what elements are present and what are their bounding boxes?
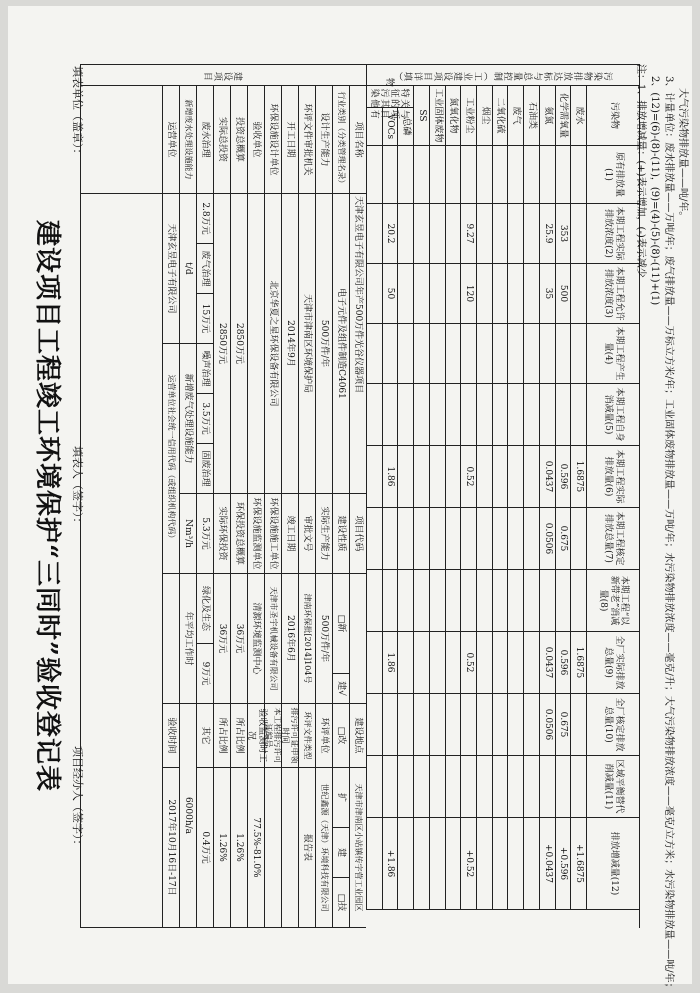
label-budget: 投资总概算 xyxy=(230,86,247,194)
value-accept-unit xyxy=(247,194,264,494)
pollutant-row-9-col-3 xyxy=(429,264,445,324)
pollutant-row-9-col-7 xyxy=(429,508,445,570)
value-hours: 6000h/a xyxy=(179,704,196,928)
pollutant-row-12-col-2: 20.2 xyxy=(382,204,398,264)
label-actual-invest: 实际总投资 xyxy=(213,86,230,194)
pollutant-row-8-col-5 xyxy=(445,384,461,446)
pollutant-row-4-col-12 xyxy=(507,818,523,910)
pollutant-row-12-col-9: 1.86 xyxy=(382,632,398,694)
pollutant-row-4-col-4 xyxy=(507,324,523,384)
pollutant-row-12-col-8 xyxy=(382,570,398,632)
pollutant-header-1: 原有排放量(1) xyxy=(586,146,640,204)
value-gas: 15万元 xyxy=(196,294,213,344)
pollutant-row-3-col-5 xyxy=(523,384,539,446)
label-ww: 废水治理 xyxy=(196,86,213,194)
pollutant-row-9-col-11 xyxy=(429,756,445,818)
pollutant-row-5-col-6 xyxy=(492,446,508,508)
pollutant-row-2-col-1 xyxy=(539,146,555,204)
scanned-page xyxy=(8,6,692,993)
pollutant-header-7: 本期工程核定排放总量(7) xyxy=(586,508,640,570)
pollutant-row-2-col-5 xyxy=(539,384,555,446)
pollutant-row-7-col-11 xyxy=(460,756,476,818)
pollutant-header-3: 本期工程允许排放浓度(3) xyxy=(586,264,640,324)
pollutant-row-5-col-1 xyxy=(492,146,508,204)
label-nature: 建设性质 xyxy=(332,494,349,574)
label-approval-no: 审批文号 xyxy=(298,494,315,574)
pollutant-row-4-col-3 xyxy=(507,264,523,324)
value-nature-change: □改 xyxy=(332,704,349,768)
pollutant-row-3-col-1 xyxy=(523,146,539,204)
pollutant-row-4-col-2 xyxy=(507,204,523,264)
pollutant-row-2-col-12: +0.0437 xyxy=(539,818,555,910)
note-3: 3、计量单位：废水排放量——万吨/年；废气排放量——万标立方米/年；工业固体废物排放量——万吨/年；水污染物排放浓度——毫克/升；大气污染物排放浓度——毫克/立方米；水污染物排放量——吨/年； xyxy=(663,76,674,993)
pollutant-row-4-col-11 xyxy=(507,756,523,818)
pollutant-row-12-name: VOCs xyxy=(382,108,398,146)
pollutant-row-13-col-11 xyxy=(366,756,382,818)
label-eco: 绿化及生态 xyxy=(196,574,213,644)
pollutant-row-5-col-10 xyxy=(492,694,508,756)
value-budget: 2850万元 xyxy=(230,194,247,494)
pollutant-row-6-col-10 xyxy=(476,694,492,756)
pollutant-row-4-col-1 xyxy=(507,146,523,204)
label-actual-env-invest: 实际环保投资 xyxy=(213,494,230,574)
value-other: 0.4万元 xyxy=(196,768,213,928)
label-complete: 竣工日期 xyxy=(281,494,298,574)
pollutant-row-12-col-11 xyxy=(382,756,398,818)
pollutant-row-2-col-7: 0.0506 xyxy=(539,508,555,570)
pollutant-row-11-col-3 xyxy=(397,264,413,324)
label-other-characteristic: 与项目有关的其他特征污染物 xyxy=(366,86,413,108)
pollutant-row-5-col-8 xyxy=(492,570,508,632)
label-location: 建设地点 xyxy=(349,704,366,768)
value-credit-code xyxy=(162,574,179,704)
pollutant-row-12-col-12: +1.86 xyxy=(382,818,398,910)
pollutant-row-9-col-1 xyxy=(429,146,445,204)
pollutant-row-3-col-8 xyxy=(523,570,539,632)
pollutant-row-0-col-7 xyxy=(570,508,586,570)
pollutant-row-1-col-12: +0.596 xyxy=(555,818,571,910)
pollutant-row-11-col-4 xyxy=(397,324,413,384)
pollutant-row-1-col-3: 500 xyxy=(555,264,571,324)
pollutant-row-1-col-7: 0.675 xyxy=(555,508,571,570)
rotated-form xyxy=(8,6,692,993)
pollutant-row-0-col-6: 1.6875 xyxy=(570,446,586,508)
pollutant-row-2-col-4 xyxy=(539,324,555,384)
pollutant-row-6-col-1 xyxy=(476,146,492,204)
form-table xyxy=(80,64,640,928)
pollutant-row-7-col-2: 9.27 xyxy=(460,204,476,264)
label-hours: 年平均工作时 xyxy=(179,574,196,704)
pollutant-row-7-col-8 xyxy=(460,570,476,632)
pollutant-row-4-name: 废气 xyxy=(507,86,523,146)
pollutant-row-13-col-3 xyxy=(366,264,382,324)
pollutant-row-6-col-4 xyxy=(476,324,492,384)
pollutant-row-9-col-2 xyxy=(429,204,445,264)
pollutant-row-0-col-9: 1.6875 xyxy=(570,632,586,694)
pollutant-row-8-col-11 xyxy=(445,756,461,818)
value-noise: 3.5万元 xyxy=(196,394,213,444)
pollutant-row-6-col-3 xyxy=(476,264,492,324)
value-approval-no: 津南环保批[2014]104号 xyxy=(298,574,315,704)
pollutant-header-4: 本期工程产生量(4) xyxy=(586,324,640,384)
pollutant-row-3-col-12 xyxy=(523,818,539,910)
pollutant-row-13-col-8 xyxy=(366,570,382,632)
pollutant-row-0-col-5 xyxy=(570,384,586,446)
pollutant-header-5: 本期工程自身消减量(5) xyxy=(586,384,640,446)
pollutant-row-13-col-7 xyxy=(366,508,382,570)
value-project-code xyxy=(349,574,366,704)
pollutant-row-13-col-9 xyxy=(366,632,382,694)
pollutant-row-0-col-1 xyxy=(570,146,586,204)
spacer-project-a xyxy=(80,86,162,194)
pollutant-row-11-name: 总磷 xyxy=(397,108,413,146)
pollutant-row-8-col-2 xyxy=(445,204,461,264)
label-construct-unit: 环保设施施工单位 xyxy=(264,494,281,574)
pollutant-row-0-col-12: +1.6875 xyxy=(570,818,586,910)
pollutant-row-12-col-10 xyxy=(382,694,398,756)
pollutant-row-8-col-7 xyxy=(445,508,461,570)
pollutant-row-11-col-7 xyxy=(397,508,413,570)
pollutant-row-8-col-8 xyxy=(445,570,461,632)
pollutant-row-11-col-8 xyxy=(397,570,413,632)
pollutant-row-4-col-7 xyxy=(507,508,523,570)
pollutant-row-7-col-3: 120 xyxy=(460,264,476,324)
pollutant-row-2-col-9: 0.0437 xyxy=(539,632,555,694)
section-label-project: 建设项目 xyxy=(80,64,366,86)
pollutant-row-8-name: 氮氧化物 xyxy=(445,86,461,146)
pollutant-row-9-col-12 xyxy=(429,818,445,910)
pollutant-header-12: 排放增减量(12) xyxy=(586,818,640,910)
value-ww-cap: t/d xyxy=(179,194,196,344)
pollutant-row-10-col-1 xyxy=(413,146,429,204)
pollutant-row-3-col-4 xyxy=(523,324,539,384)
pollutant-header-2: 本期工程实际排放浓度(2) xyxy=(586,204,640,264)
value-nature-new2: 建√ xyxy=(332,674,349,704)
value-ratio-2: 1.26% xyxy=(213,768,230,928)
value-nature-tech2: □技 xyxy=(332,878,349,928)
pollutant-row-1-col-5 xyxy=(555,384,571,446)
label-approval-org: 环评文件审批机关 xyxy=(298,86,315,194)
pollutant-row-11-col-12 xyxy=(397,818,413,910)
pollutant-row-7-col-1 xyxy=(460,146,476,204)
pollutant-header-8: 本期工程“以新带老”消减量(8) xyxy=(586,570,640,632)
label-ratio-1: 所占比例 xyxy=(230,704,247,768)
pollutant-row-9-col-10 xyxy=(429,694,445,756)
pollutant-row-3-col-3 xyxy=(523,264,539,324)
pollutant-row-7-col-6: 0.52 xyxy=(460,446,476,508)
pollutant-row-13-col-2 xyxy=(366,204,382,264)
pollutant-row-2-col-8 xyxy=(539,570,555,632)
pollutant-row-13-name xyxy=(366,108,382,146)
pollutant-row-12-col-1 xyxy=(382,146,398,204)
pollutant-row-3-col-10 xyxy=(523,694,539,756)
pollutant-row-13-col-5 xyxy=(366,384,382,446)
pollutant-row-4-col-6 xyxy=(507,446,523,508)
pollutant-row-3-col-11 xyxy=(523,756,539,818)
pollutant-row-13-col-12 xyxy=(366,818,382,910)
label-gas: 废气治理 xyxy=(196,244,213,294)
pollutant-header-10: 全厂核定排放总量(10) xyxy=(586,694,640,756)
pollutant-row-7-col-7 xyxy=(460,508,476,570)
form-title: 建设项目工程竣工环境保护“三同时”验收登记表 xyxy=(32,220,62,792)
pollutant-row-10-col-7 xyxy=(413,508,429,570)
label-env-unit: 环评单位 xyxy=(315,704,332,768)
value-nature-new: □新 xyxy=(332,574,349,674)
spacer-project-b xyxy=(80,194,162,928)
pollutant-row-5-col-3 xyxy=(492,264,508,324)
pollutant-row-4-col-10 xyxy=(507,694,523,756)
label-noise: 噪声治理 xyxy=(196,344,213,394)
pollutant-row-11-col-2 xyxy=(397,204,413,264)
pollutant-row-6-col-5 xyxy=(476,384,492,446)
pollutant-row-6-col-12 xyxy=(476,818,492,910)
pollutant-row-9-col-5 xyxy=(429,384,445,446)
pollutant-row-5-col-4 xyxy=(492,324,508,384)
pollutant-row-8-col-1 xyxy=(445,146,461,204)
note-1: 注：1、排放增减量：(+)表示增加，(-)表示减少 xyxy=(635,64,646,278)
pollutant-row-0-col-11 xyxy=(570,756,586,818)
pollutant-row-10-col-9 xyxy=(413,632,429,694)
value-env-budget: 36万元 xyxy=(230,574,247,704)
pollutant-row-11-col-11 xyxy=(397,756,413,818)
pollutant-row-4-col-9 xyxy=(507,632,523,694)
pollutant-row-0-col-10 xyxy=(570,694,586,756)
pollutant-row-13-col-6 xyxy=(366,446,382,508)
pollutant-row-10-col-5 xyxy=(413,384,429,446)
pollutant-row-9-col-9 xyxy=(429,632,445,694)
pollutant-row-13-col-10 xyxy=(366,694,382,756)
pollutant-header-6: 本期工程实际排放量(6) xyxy=(586,446,640,508)
value-nature-tech: 建 xyxy=(332,828,349,878)
pollutant-row-6-col-2 xyxy=(476,204,492,264)
label-solid: 固废治理 xyxy=(196,444,213,494)
label-gas-cap: 新增废气处理设施能力 xyxy=(179,344,196,494)
pollutant-row-3-col-9 xyxy=(523,632,539,694)
pollutant-row-5-col-5 xyxy=(492,384,508,446)
pollutant-row-11-col-6 xyxy=(397,446,413,508)
pollutant-row-1-col-11 xyxy=(555,756,571,818)
pollutant-row-1-col-8 xyxy=(555,570,571,632)
label-design-unit: 环保设施设计单位 xyxy=(264,86,281,194)
value-project-name: 天津玄昱电子有限公司年产500万件光谷仪器项目 xyxy=(349,194,366,494)
pollutant-row-4-col-8 xyxy=(507,570,523,632)
pollutant-header-0: 污染物 xyxy=(586,86,640,146)
pollutant-row-1-col-1 xyxy=(555,146,571,204)
pollutant-row-9-name: 工业固体废物 xyxy=(429,86,445,146)
value-accept-time: 2017年10月16日-17日 xyxy=(162,768,179,928)
pollutant-row-9-col-6 xyxy=(429,446,445,508)
pollutant-row-0-col-8 xyxy=(570,570,586,632)
pollutant-row-1-col-6: 0.596 xyxy=(555,446,571,508)
pollutant-row-3-col-2 xyxy=(523,204,539,264)
pollutant-row-10-col-8 xyxy=(413,570,429,632)
value-env-doc-type: 报告表 xyxy=(298,768,315,928)
value-construct-unit: 天津市圣宇机械设备有限公司 xyxy=(264,574,281,704)
pollutant-row-1-col-10: 0.675 xyxy=(555,694,571,756)
value-gas-cap: Nm³/h xyxy=(179,494,196,574)
label-project-code: 项目代码 xyxy=(349,494,366,574)
filler-label: 填表人（签字）： xyxy=(71,446,84,529)
pollutant-row-3-name: 石油类 xyxy=(523,86,539,146)
pollutant-row-2-col-3: 35 xyxy=(539,264,555,324)
pollutant-row-10-col-2 xyxy=(413,204,429,264)
pollutant-row-0-col-2 xyxy=(570,204,586,264)
pollutant-row-10-col-3 xyxy=(413,264,429,324)
pollutant-row-12-col-6: 1.86 xyxy=(382,446,398,508)
pollutant-row-2-col-2: 25.9 xyxy=(539,204,555,264)
pollutant-row-6-name: 烟尘 xyxy=(476,86,492,146)
pollutant-row-10-col-12 xyxy=(413,818,429,910)
pollutant-row-0-col-3 xyxy=(570,264,586,324)
pollutant-row-12-col-3: 50 xyxy=(382,264,398,324)
pollutant-row-10-col-10 xyxy=(413,694,429,756)
pollutant-row-11-col-1 xyxy=(397,146,413,204)
pollutant-row-1-col-9: 0.596 xyxy=(555,632,571,694)
value-permit-no xyxy=(264,768,281,928)
label-credit-code: 运营单位社会统一信用代码（或组织机构代码） xyxy=(162,344,179,574)
label-design-capacity: 设计生产能力 xyxy=(315,86,332,194)
pollutant-row-5-name: 二氧化硫 xyxy=(492,86,508,146)
value-industry: 电子元件及组件制造C4061 xyxy=(332,194,349,494)
pollutant-row-2-name: 氨氮 xyxy=(539,86,555,146)
label-other: 其它 xyxy=(196,704,213,768)
value-actual-invest: 2850万元 xyxy=(213,194,230,494)
pollutant-row-0-name: 废水 xyxy=(570,86,586,146)
pollutant-row-6-col-8 xyxy=(476,570,492,632)
pollutant-row-10-col-11 xyxy=(413,756,429,818)
pollutant-row-13-col-4 xyxy=(366,324,382,384)
fill-unit-label: 填表单位（盖章）： xyxy=(71,66,84,160)
pollutant-row-5-col-2 xyxy=(492,204,508,264)
label-accept-unit: 验收单位 xyxy=(247,86,264,194)
pollutant-row-6-col-9 xyxy=(476,632,492,694)
pollutant-row-8-col-12 xyxy=(445,818,461,910)
pollutant-row-10-col-6 xyxy=(413,446,429,508)
label-ww-cap: 新增废水处理设施能力 xyxy=(179,86,196,194)
label-operator: 运营单位 xyxy=(162,86,179,194)
pollutant-row-8-col-6 xyxy=(445,446,461,508)
handler-label: 项目经办人（签字）： xyxy=(71,746,84,851)
pollutant-row-2-col-11 xyxy=(539,756,555,818)
label-permit-date: 排污许可证申领时间 xyxy=(281,704,298,768)
pollutant-header-11: 区域平衡替代削减量(11) xyxy=(586,756,640,818)
pollutant-row-7-col-10 xyxy=(460,694,476,756)
pollutant-row-6-col-11 xyxy=(476,756,492,818)
label-monitor-cond: 验收监测时工况 xyxy=(247,704,264,768)
pollutant-row-11-col-9 xyxy=(397,632,413,694)
pollutant-row-1-name: 化学需氧量 xyxy=(555,86,571,146)
pollutant-row-12-col-7 xyxy=(382,508,398,570)
pollutant-row-7-col-4 xyxy=(460,324,476,384)
pollutant-row-12-col-5 xyxy=(382,384,398,446)
pollutant-row-5-col-11 xyxy=(492,756,508,818)
label-permit-no: 本工程排污许可证编号 xyxy=(264,704,281,768)
note-2: 2、(12)=(6)-(8)-(11)，(9)=(4)-(5)-(8)-(11)+(1) xyxy=(649,76,660,306)
pollutant-row-3-col-6 xyxy=(523,446,539,508)
pollutant-row-9-col-8 xyxy=(429,570,445,632)
pollutant-row-7-col-5 xyxy=(460,384,476,446)
pollutant-header-9: 全厂实际排放总量(9) xyxy=(586,632,640,694)
label-industry: 行业类别（分类管理名录） xyxy=(332,86,349,194)
pollutant-row-8-col-9 xyxy=(445,632,461,694)
pollutant-row-11-col-10 xyxy=(397,694,413,756)
value-start: 2014年9月 xyxy=(281,194,298,494)
section-label-pollutant: 污染物排放达标与总量控制（工业建设项目详填） xyxy=(366,64,640,86)
pollutant-row-7-col-12: +0.52 xyxy=(460,818,476,910)
label-env-budget: 环保投资总概算 xyxy=(230,494,247,574)
pollutant-row-8-col-4 xyxy=(445,324,461,384)
pollutant-row-1-col-4 xyxy=(555,324,571,384)
value-approval-org: 天津市津南区环境保护局 xyxy=(298,194,315,494)
label-project-name: 项目名称 xyxy=(349,86,366,194)
label-accept-time: 验收时间 xyxy=(162,704,179,768)
pollutant-row-3-col-7 xyxy=(523,508,539,570)
value-monitor-unit: 清源环境监测中心 xyxy=(247,574,264,704)
label-actual-capacity: 实际生产能力 xyxy=(315,494,332,574)
value-ratio-1: 1.26% xyxy=(230,768,247,928)
value-permit-date xyxy=(281,768,298,928)
pollutant-row-2-col-10: 0.0506 xyxy=(539,694,555,756)
pollutant-row-6-col-6 xyxy=(476,446,492,508)
value-monitor-cond: 77.5%-81.0% xyxy=(247,768,264,928)
label-monitor-unit: 环保设施监测单位 xyxy=(247,494,264,574)
pollutant-row-10-col-4 xyxy=(413,324,429,384)
pollutant-row-5-col-12 xyxy=(492,818,508,910)
value-eco: 9万元 xyxy=(196,644,213,704)
pollutant-row-5-col-9 xyxy=(492,632,508,694)
value-ww: 2.8万元 xyxy=(196,194,213,244)
pollutant-row-4-col-5 xyxy=(507,384,523,446)
pollutant-row-13-col-1 xyxy=(366,146,382,204)
pollutant-row-10-name: SS xyxy=(413,86,429,146)
pollutant-row-6-col-7 xyxy=(476,508,492,570)
label-ratio-2: 所占比例 xyxy=(213,704,230,768)
value-complete: 2016年6月 xyxy=(281,574,298,704)
pollutant-row-5-col-7 xyxy=(492,508,508,570)
pollutant-row-12-col-4 xyxy=(382,324,398,384)
value-actual-capacity: 500万件/年 xyxy=(315,574,332,704)
pollutant-row-11-col-5 xyxy=(397,384,413,446)
value-location: 天津市津南区小站镇传字营工业园区 xyxy=(349,768,366,928)
note-4: 大气污染物排放量——吨/年。 xyxy=(677,88,688,222)
label-env-doc-type: 环评文件类型 xyxy=(298,704,315,768)
pollutant-row-7-col-9: 0.52 xyxy=(460,632,476,694)
pollutant-row-8-col-10 xyxy=(445,694,461,756)
value-solid: 5.3万元 xyxy=(196,494,213,574)
value-operator: 天津玄昱电子有限公司 xyxy=(162,194,179,344)
pollutant-row-7-name: 工业粉尘 xyxy=(460,86,476,146)
value-nature-expand: 扩 xyxy=(332,768,349,828)
pollutant-row-8-col-3 xyxy=(445,264,461,324)
value-actual-env-invest: 36万元 xyxy=(213,574,230,704)
value-design-unit: 北京华夏之星环保设备有限公司 xyxy=(264,194,281,494)
pollutant-row-1-col-2: 353 xyxy=(555,204,571,264)
label-start: 开工日期 xyxy=(281,86,298,194)
pollutant-row-2-col-6: 0.0437 xyxy=(539,446,555,508)
value-design-capacity: 500万件/年 xyxy=(315,194,332,494)
pollutant-row-9-col-4 xyxy=(429,324,445,384)
pollutant-row-0-col-4 xyxy=(570,324,586,384)
value-env-unit: 世纪鑫源（天津）环境科技有限公司 xyxy=(315,768,332,928)
